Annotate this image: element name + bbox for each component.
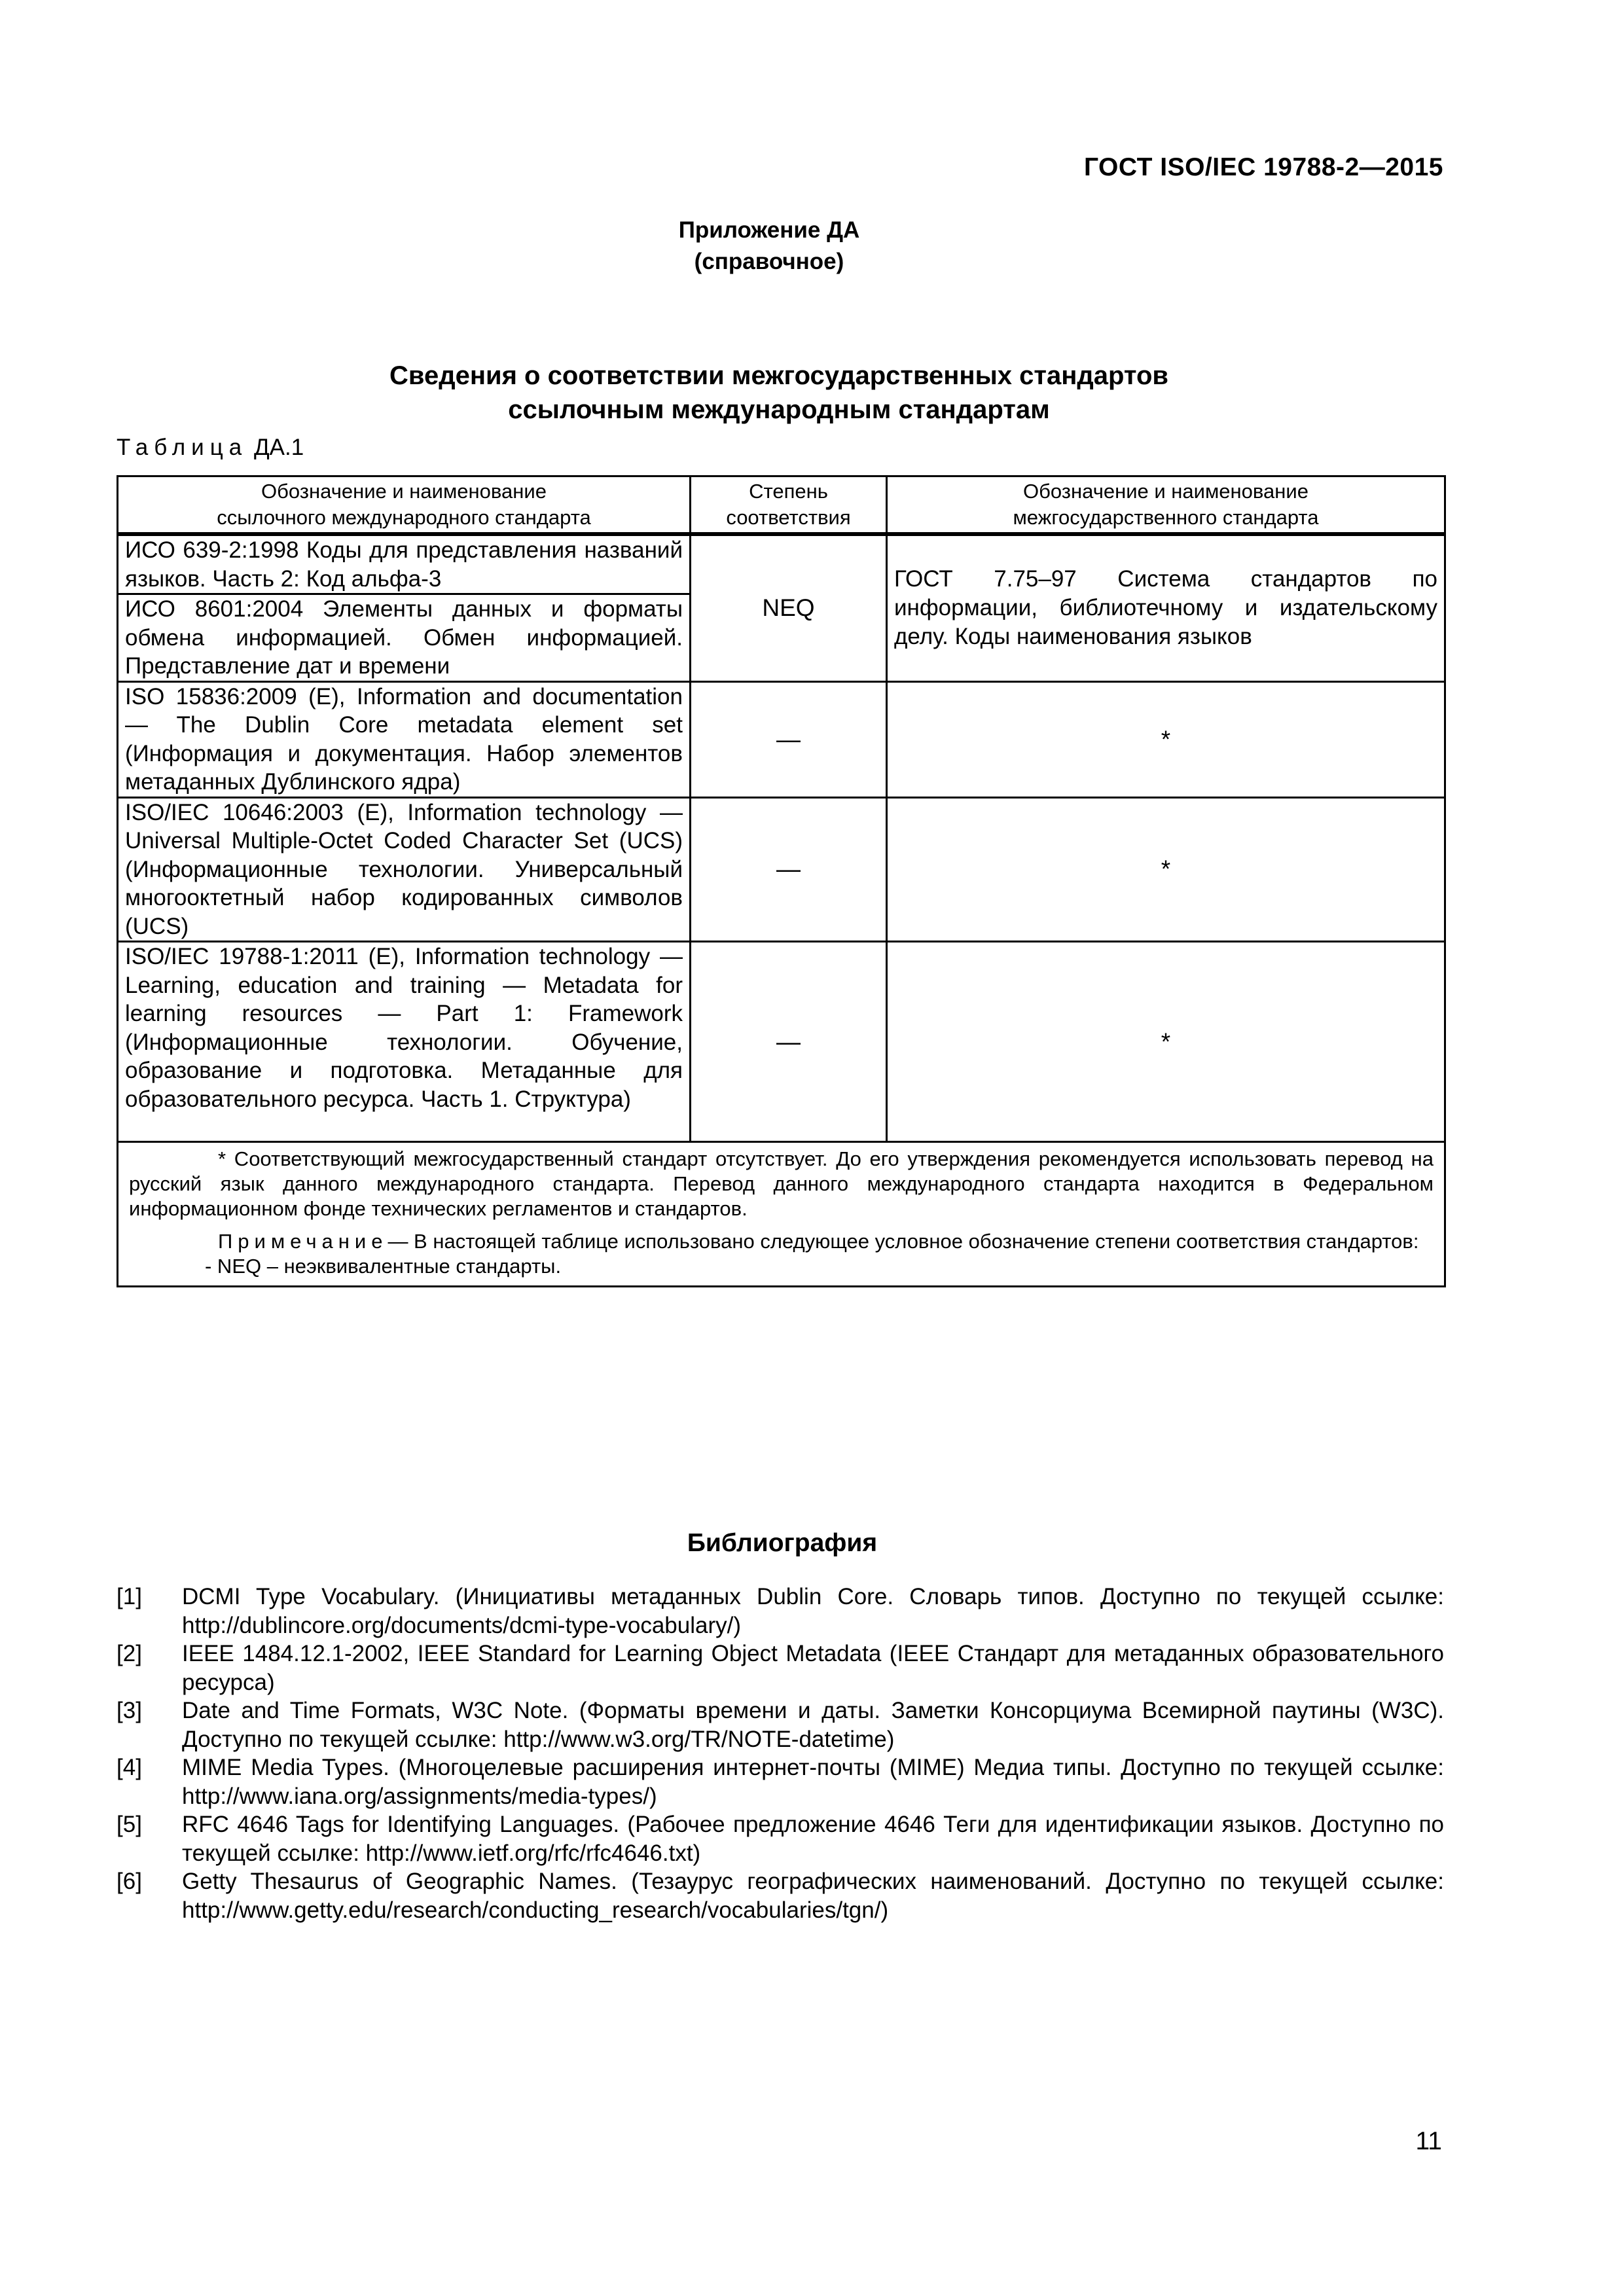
intl-standard-iso-639: ИСО 639-2:1998 Коды для представления названий языков. Часть 2: Код альфа-3 bbox=[125, 537, 683, 592]
bibliography-text: Date and Time Formats, W3C Note. (Форматы времени и даты. Заметки Консорциума Всемирной паутины (W3C). Доступно по текущей ссылке: http://www.w3.org/TR/NOTE-datetime) bbox=[182, 1698, 1444, 1752]
standards-correspondence-table bbox=[117, 475, 1446, 1287]
bibliography-text: DCMI Type Vocabulary. (Инициативы метаданных Dublin Core. Словарь типов. Доступно по текущей ссылке: http://dublincore.org/documents/dcmi-type-vocabulary/) bbox=[182, 1584, 1444, 1638]
bibliography-text: IEEE 1484.12.1-2002, IEEE Standard for Learning Object Metadata (IEEE Стандарт для метаданных образовательного ресурса) bbox=[182, 1641, 1444, 1695]
bibliography-number: [6] bbox=[117, 1869, 142, 1894]
gost-standard-cell: * bbox=[887, 681, 1445, 797]
bibliography-number: [4] bbox=[117, 1755, 142, 1780]
appendix-heading bbox=[0, 215, 1538, 278]
table-row bbox=[118, 797, 1445, 942]
bibliography-item bbox=[117, 1867, 1444, 1924]
appendix-subtitle: (справочное) bbox=[694, 249, 844, 274]
table-label bbox=[117, 435, 304, 461]
intl-standard-cell: ISO/IEC 10646:2003 (E), Information technology — Universal Multiple-Octet Coded Character Set (UCS) (Информационные технологии. Универсальный многооктетный набор кодированных символов (UCS) bbox=[118, 797, 691, 942]
note-label: Примечание bbox=[218, 1230, 388, 1253]
note-item: - NEQ – неэквивалентные стандарты. bbox=[205, 1255, 562, 1278]
bibliography-text: MIME Media Types. (Многоцелевые расширения интернет-почты (MIME) Медиа типы. Доступно по текущей ссылке: http://www.iana.org/assignments/media-types/) bbox=[182, 1755, 1444, 1809]
bibliography-item bbox=[117, 1640, 1444, 1696]
table-row bbox=[118, 534, 1445, 681]
page-number: 11 bbox=[1415, 2127, 1442, 2155]
appendix-title: Приложение ДА bbox=[678, 217, 860, 243]
bibliography-item bbox=[117, 1696, 1444, 1753]
table-row bbox=[118, 681, 1445, 797]
intl-standard-iso-8601: ИСО 8601:2004 Элементы данных и форматы обмена информацией. Обмен информацией. Представление дат и времени bbox=[118, 593, 689, 681]
degree-cell: — bbox=[691, 797, 887, 942]
gost-standard-cell: * bbox=[887, 942, 1445, 1142]
table-label-word: Таблица bbox=[117, 435, 248, 460]
intl-standard-cell: ISO 15836:2009 (E), Information and documentation — The Dublin Core metadata element set (Информация и документация. Набор элементов метаданных Дублинского ядра) bbox=[118, 681, 691, 797]
intl-standard-cell bbox=[118, 534, 691, 681]
table-notes-row bbox=[118, 1142, 1445, 1287]
section-title-line-2: ссылочным международным стандартам bbox=[508, 395, 1050, 424]
bibliography-list bbox=[117, 1583, 1444, 1924]
bibliography-text: RFC 4646 Tags for Identifying Languages. (Рабочее предложение 4646 Теги для идентификации языков. Доступно по текущей ссылке: http://www.ietf.org/rfc/rfc4646.txt) bbox=[182, 1812, 1444, 1866]
degree-cell: — bbox=[691, 681, 887, 797]
bibliography-number: [2] bbox=[117, 1641, 142, 1666]
intl-standard-cell: ISO/IEC 19788-1:2011 (E), Information technology — Learning, education and training — Metadata for learning resources — Part 1: Framework (Информационные технологии. Обучение, образование и подготовка. Метаданные для образовательного ресурса. Часть 1. Структура) bbox=[118, 942, 691, 1142]
bibliography-number: [3] bbox=[117, 1698, 142, 1723]
gost-standard-cell: ГОСТ 7.75–97 Система стандартов по информации, библиотечному и издательскому делу. Коды наименования языков bbox=[887, 534, 1445, 681]
degree-cell: — bbox=[691, 942, 887, 1142]
bibliography-title: Библиография bbox=[687, 1529, 878, 1557]
gost-standard-cell: * bbox=[887, 797, 1445, 942]
header-intl-standard: Обозначение и наименование ссылочного международного стандарта bbox=[118, 476, 691, 535]
table-note bbox=[129, 1229, 1434, 1254]
header-gost-standard: Обозначение и наименование межгосударственного стандарта bbox=[887, 476, 1445, 535]
section-title-line-1: Сведения о соответствии межгосударственных стандартов bbox=[389, 361, 1168, 390]
degree-cell: NEQ bbox=[691, 534, 887, 681]
bibliography-item bbox=[117, 1583, 1444, 1640]
section-title bbox=[0, 359, 1558, 427]
header-degree: Степень соответствия bbox=[691, 476, 887, 535]
document-code: ГОСТ ISO/IEC 19788-2—2015 bbox=[1083, 153, 1443, 181]
bibliography-item bbox=[117, 1753, 1444, 1810]
bibliography-number: [1] bbox=[117, 1584, 142, 1609]
table-footnote: * Соответствующий межгосударственный стандарт отсутствует. До его утверждения рекомендуется использовать перевод на русский язык данного международного стандарта. Перевод данного международного стандарта находится в Федеральном информационном фонде технических регламентов и стандартов. bbox=[129, 1147, 1434, 1220]
table-label-id: ДА.1 bbox=[253, 435, 304, 460]
table-header-row bbox=[118, 476, 1445, 535]
bibliography-item bbox=[117, 1810, 1444, 1867]
note-text: — В настоящей таблице использовано следующее условное обозначение степени соответствия стандартов: bbox=[388, 1230, 1419, 1253]
bibliography-number: [5] bbox=[117, 1812, 142, 1837]
bibliography-text: Getty Thesaurus of Geographic Names. (Тезаурус географических наименований. Доступно по текущей ссылке: http://www.getty.edu/research/conducting_research/vocabularies/tgn/) bbox=[182, 1869, 1444, 1923]
table-notes-cell bbox=[118, 1142, 1445, 1287]
table-row bbox=[118, 942, 1445, 1142]
